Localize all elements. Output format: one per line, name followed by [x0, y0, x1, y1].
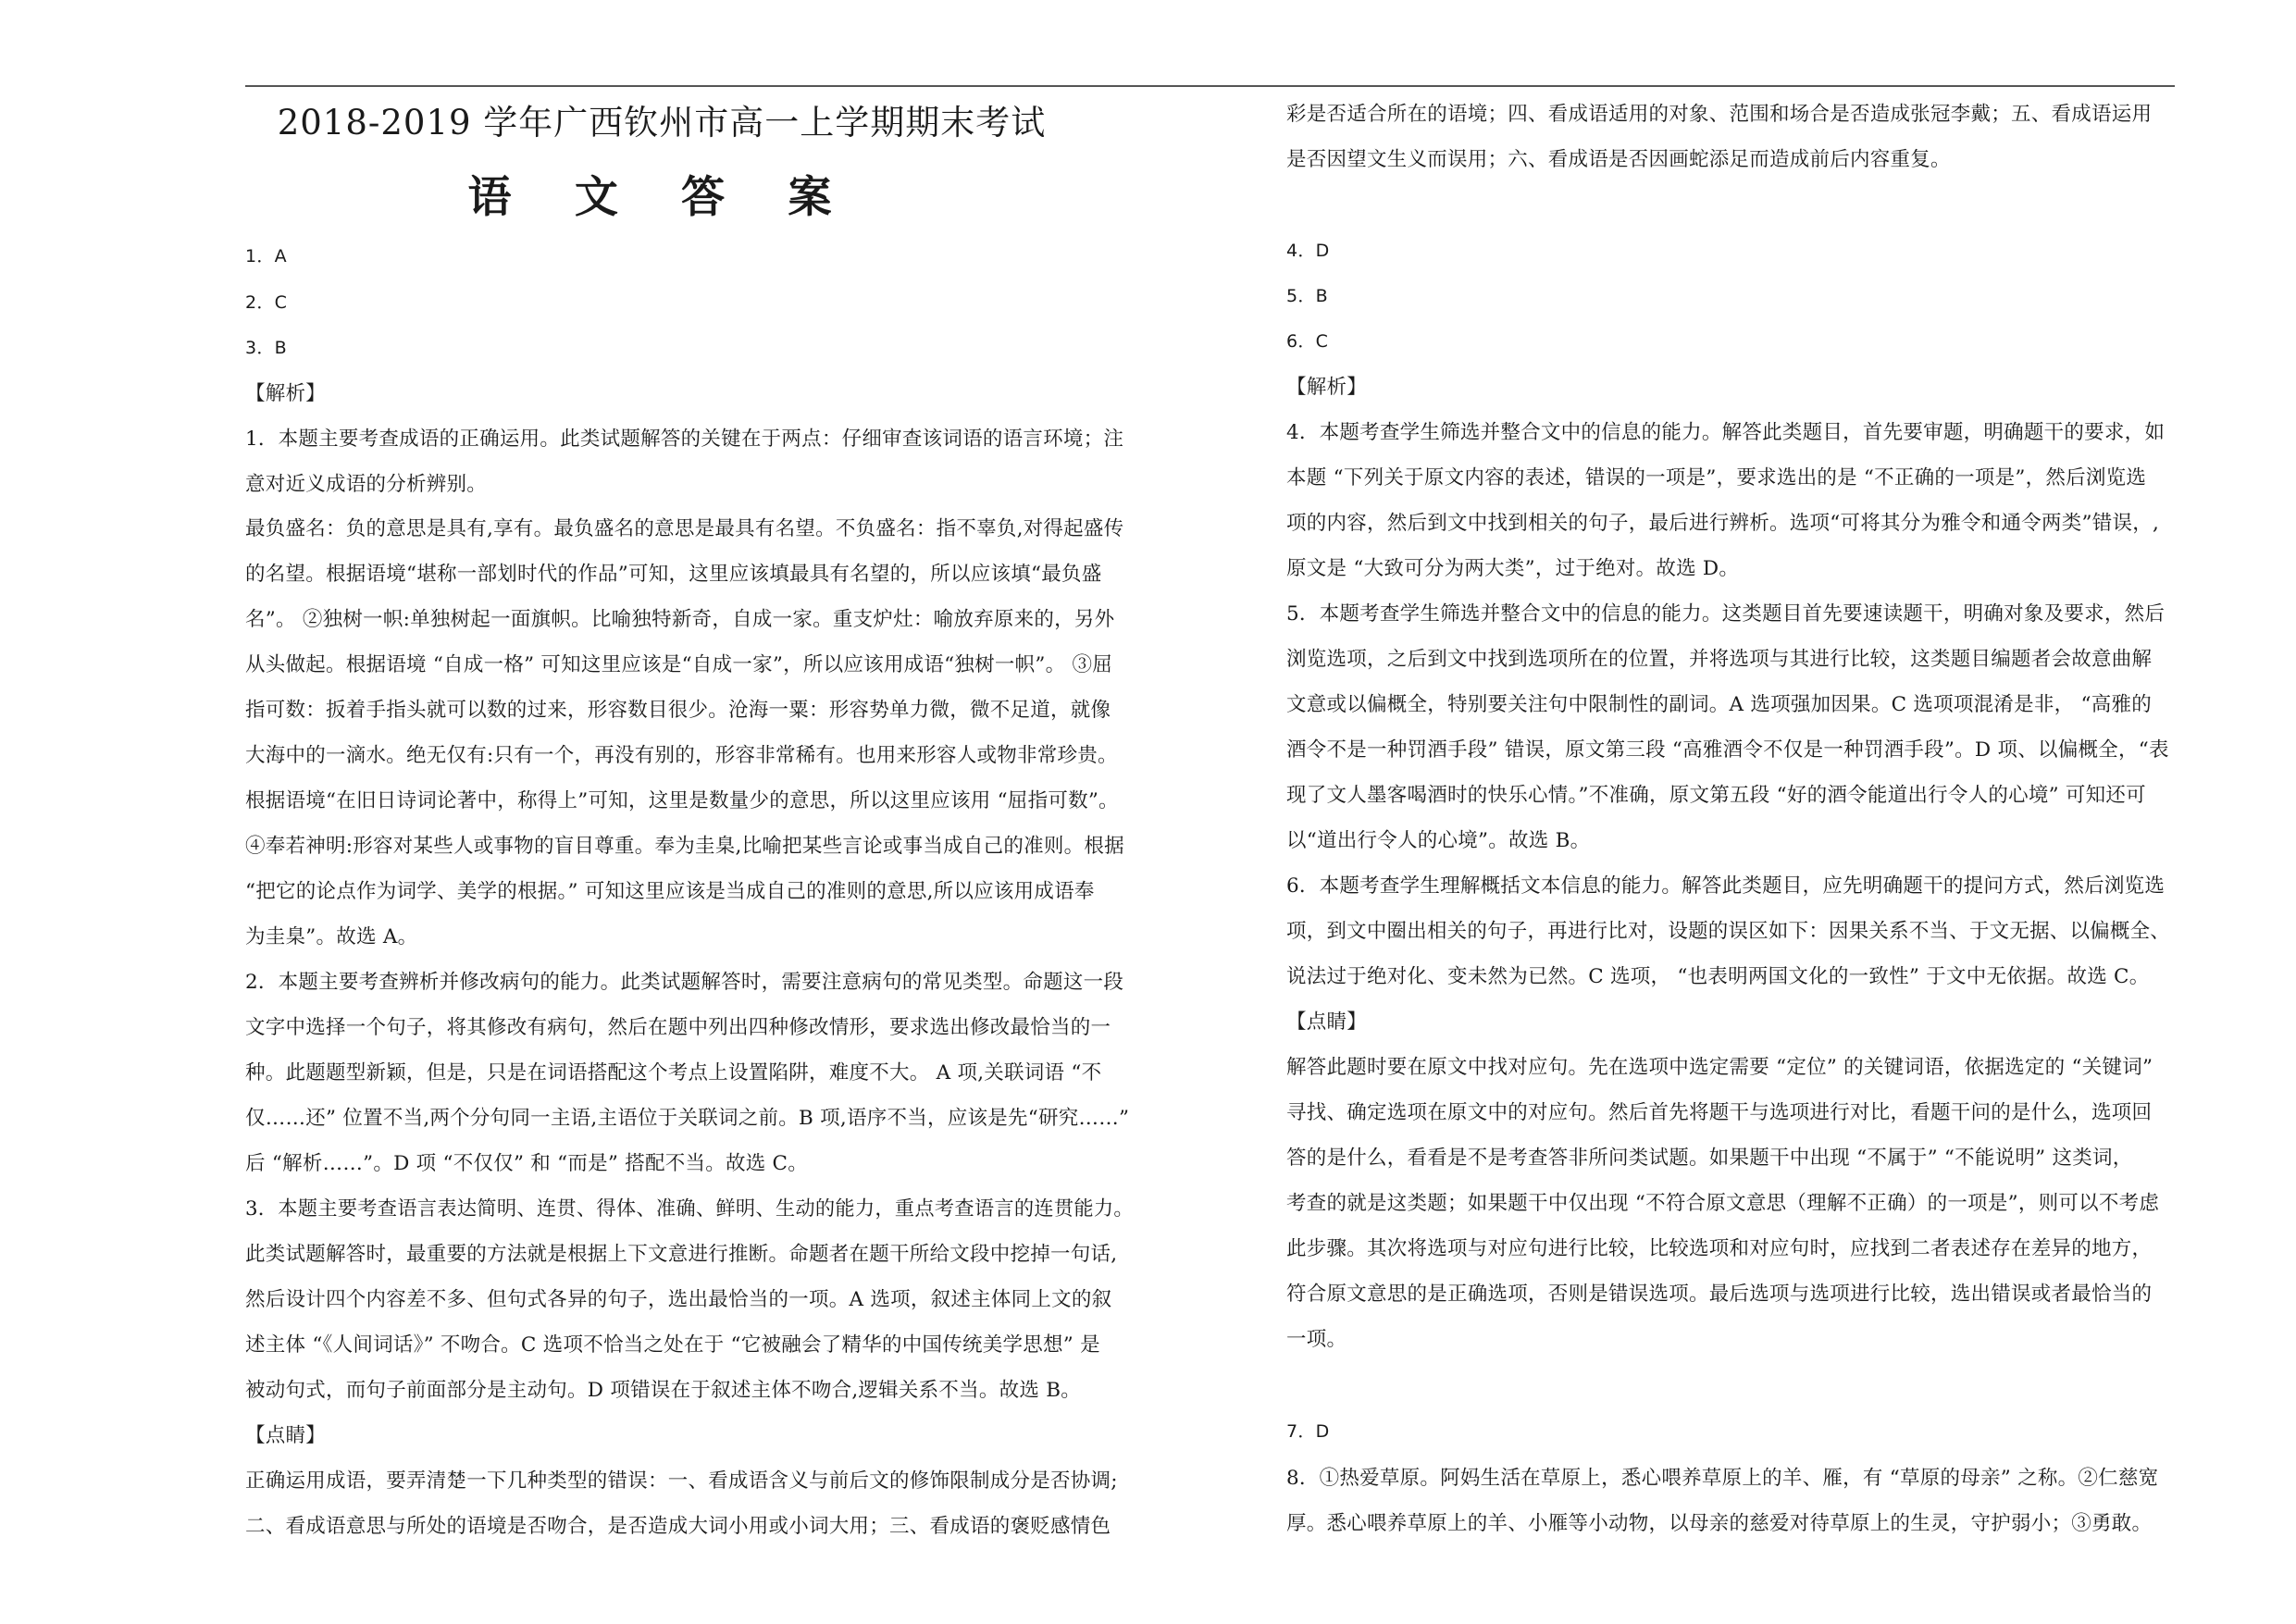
- text-line: 被动句式，而句子前面部分是主动句。D 项错误在于叙述主体不吻合,逻辑关系不当。故选 B。: [245, 1379, 1082, 1402]
- text-line: 4．本题考查学生筛选并整合文中的信息的能力。解答此类题目，首先要审题，明确题干的要求，如: [1286, 421, 2166, 444]
- text-line: 6．本题考查学生理解概括文本信息的能力。解答此类题目，应先明确题干的提问方式，然后浏览选: [1286, 874, 2166, 898]
- text-line: 2．本题主要考查辨析并修改病句的能力。此类试题解答时，需要注意病句的常见类型。命题这一段: [245, 971, 1124, 994]
- text-line: 项的内容，然后到文中找到相关的句子，最后进行辨析。选项“可将其分为雅令和通令两类”错误，,: [1286, 512, 2160, 535]
- text-line: 最负盛名：负的意思是具有,享有。最负盛名的意思是最具有名望。不负盛名：指不辜负,对得起盛传: [245, 517, 1124, 540]
- text-line: 5．本题考查学生筛选并整合文中的信息的能力。这类题目首先要速读题干，明确对象及要求，然后: [1286, 602, 2166, 626]
- text-line: 文意或以偏概全，特别要关注句中限制性的副词。A 选项强加因果。C 选项项混淆是非， “高雅的: [1286, 693, 2152, 716]
- text-line: 项，到文中圈出相关的句子，再进行比对，设题的误区如下：因果关系不当、于文无据、以偏概全、: [1286, 920, 2171, 943]
- text-line: 3．本题主要考查语言表达简明、连贯、得体、准确、鲜明、生动的能力，重点考查语言的连贯能力。: [245, 1197, 1134, 1221]
- text-line: 种。此题题型新颖，但是，只是在词语搭配这个考点上设置陷阱，难度不大。 A 项,关联词语 “不: [245, 1061, 1102, 1085]
- section-heading: 【点睛】: [245, 1424, 327, 1447]
- answer-line: 1．A: [245, 246, 287, 267]
- text-line: 浏览选项，之后到文中找到选项所在的位置，并将选项与其进行比较，这类题目编题者会故意曲解: [1286, 648, 2153, 671]
- page-title: 2018-2019 学年广西钦州市高一上学期期末考试: [277, 103, 1047, 143]
- text-line: 此类试题解答时，最重要的方法就是根据上下文意进行推断。命题者在题干所给文段中挖掉一句话,: [245, 1243, 1118, 1266]
- text-line: 酒令不是一种罚酒手段” 错误，原文第三段 “高雅酒令不仅是一种罚酒手段”。D 项、以偏概全，“表: [1286, 738, 2169, 762]
- text-line: 彩是否适合所在的语境；四、看成语适用的对象、范围和场合是否造成张冠李戴；五、看成语运用: [1286, 103, 2153, 126]
- text-line: 从头做起。根据语境 “自成一格” 可知这里应该是“自成一家”，所以应该用成语“独树一帜”。 ③屈: [245, 653, 1112, 676]
- answer-line: 6．C: [1286, 331, 1329, 352]
- text-line: 二、看成语意思与所处的语境是否吻合，是否造成大词小用或小词大用；三、看成语的褒贬感情色: [245, 1515, 1111, 1538]
- answer-line: 7．D: [1286, 1421, 1330, 1442]
- text-line: 以“道出行令人的心境”。故选 B。: [1286, 829, 1591, 852]
- text-line: 符合原文意思的是正确选项，否则是错误选项。最后选项与选项进行比较，选出错误或者最恰当的: [1286, 1283, 2153, 1306]
- text-line: 此步骤。其次将选项与对应句进行比较，比较选项和对应句时，应找到二者表述存在差异的地方，: [1286, 1237, 2153, 1260]
- text-line: 的名望。根据语境“堪称一部划时代的作品”可知，这里应该填最具有名望的，所以应该填“最负盛: [245, 563, 1102, 586]
- text-line: 考查的就是这类题；如果题干中仅出现 “不符合原文意思（理解不正确）的一项是”，则可以不考虑: [1286, 1192, 2160, 1215]
- text-line: 意对近义成语的分析辨别。: [245, 473, 488, 496]
- text-line: “把它的论点作为词学、美学的根据。” 可知这里应该是当成自己的准则的意思,所以应该用成语奉: [245, 880, 1095, 903]
- text-line: 8．①热爱草原。阿妈生活在草原上，悉心喂养草原上的羊、雁，有 “草原的母亲” 之称。②仁慈宽: [1286, 1467, 2159, 1490]
- text-line: 为圭臬”。故选 A。: [245, 925, 418, 948]
- section-heading: 【点睛】: [1286, 1010, 1368, 1034]
- text-line: 寻找、确定选项在原文中的对应句。然后首先将题干与选项进行对比，看题干问的是什么，选项回: [1286, 1101, 2153, 1124]
- text-line: 厚。悉心喂养草原上的羊、小雁等小动物，以母亲的慈爱对待草原上的生灵，守护弱小；③勇敢。: [1286, 1512, 2153, 1535]
- text-line: 解答此题时要在原文中找对应句。先在选项中选定需要 “定位” 的关键词语，依据选定的 “关键词”: [1286, 1056, 2153, 1079]
- answer-line: 4．D: [1286, 241, 1330, 261]
- text-line: 名”。 ②独树一帜:单独树起一面旗帜。比喻独特新奇，自成一家。重支炉灶：喻放弃原来的，另外: [245, 608, 1115, 631]
- text-line: 本题 “下列关于原文内容的表述，错误的一项是”，要求选出的是 “不正确的一项是”，然后浏览选: [1286, 466, 2147, 490]
- text-line: 指可数：扳着手指头就可以数的过来，形容数目很少。沧海一粟：形容势单力微，微不足道，就像: [245, 699, 1111, 722]
- answer-line: 3．B: [245, 338, 287, 358]
- text-line: 后 “解析……”。D 项 “不仅仅” 和 “而是” 搭配不当。故选 C。: [245, 1152, 808, 1175]
- text-line: 说法过于绝对化、变未然为已然。C 选项， “也表明两国文化的一致性” 于文中无依据。故选 C。: [1286, 965, 2150, 988]
- text-line: 是否因望文生义而误用；六、看成语是否因画蛇添足而造成前后内容重复。: [1286, 148, 1951, 171]
- answer-line: 2．C: [245, 292, 288, 313]
- text-line: 1．本题主要考查成语的正确运用。此类试题解答的关键在于两点：仔细审查该词语的语言环境；注: [245, 428, 1124, 451]
- text-line: 答的是什么，看看是不是考查答非所问类试题。如果题干中出现 “不属于” “不能说明” 这类词，: [1286, 1147, 2133, 1170]
- text-line: 原文是 “大致可分为两大类”，过于绝对。故选 D。: [1286, 557, 1740, 580]
- answer-line: 5．B: [1286, 286, 1328, 306]
- section-heading: 【解析】: [245, 382, 327, 405]
- text-line: 现了文人墨客喝酒时的快乐心情。”不准确，原文第五段 “好的酒令能道出行令人的心境” 可知还可: [1286, 784, 2146, 807]
- text-line: 一项。: [1286, 1328, 1347, 1351]
- text-line: 文字中选择一个句子，将其修改有病句，然后在题中列出四种修改情形，要求选出修改最恰当的一: [245, 1016, 1111, 1039]
- text-line: ④奉若神明:形容对某些人或事物的盲目尊重。奉为圭臬,比喻把某些言论或事当成自己的准则。根据: [245, 835, 1124, 858]
- header-rule: [245, 85, 2175, 87]
- text-line: 根据语境“在旧日诗词论著中，称得上”可知，这里是数量少的意思，所以这里应该用 “屈指可数”。: [245, 789, 1119, 812]
- text-line: 然后设计四个内容差不多、但句式各异的句子，选出最恰当的一项。A 选项，叙述主体同上文的叙: [245, 1288, 1112, 1311]
- section-heading: 【解析】: [1286, 376, 1368, 399]
- text-line: 仅……还” 位置不当,两个分句同一主语,主语位于关联词之前。B 项,语序不当，应该是先“研究……”: [245, 1107, 1130, 1130]
- text-line: 正确运用成语，要弄清楚一下几种类型的错误：一、看成语含义与前后文的修饰限制成分是否协调;: [245, 1469, 1118, 1493]
- page-subtitle: 语 文 答 案: [467, 172, 856, 223]
- text-line: 大海中的一滴水。绝无仅有:只有一个，再没有别的，形容非常稀有。也用来形容人或物非常珍贵。: [245, 744, 1118, 767]
- text-line: 述主体 “《人间词话》” 不吻合。C 选项不恰当之处在于 “它被融会了精华的中国传统美学思想” 是: [245, 1333, 1100, 1357]
